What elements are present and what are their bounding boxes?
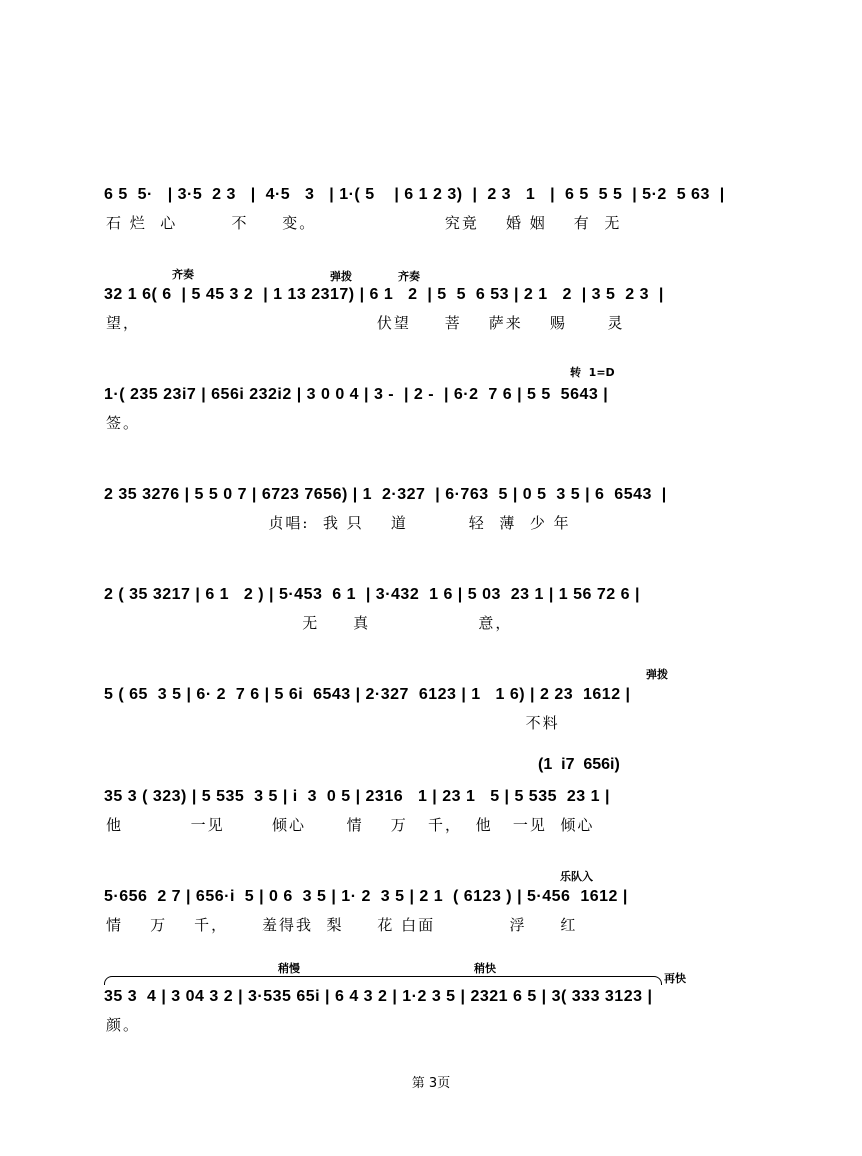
lyric-text: 他 一见 倾心 情 万 千， 他 一见 倾心 <box>106 816 595 834</box>
jianpu-notation: 2 ( 35 3217 | 6 1 2 ) | 5·453 6 1 | 3·432 1 6 | 5 03 23 1 | 1 56 72 6 | <box>104 586 640 603</box>
jianpu-notation: 35 3 ( 323) | 5 535 3 5 | i 3 0 5 | 2316 1 | 23 1 5 | 5 535 23 1 | <box>104 788 610 805</box>
annotation-qizou: 齐奏 <box>172 268 194 281</box>
jianpu-notation: 35 3 4 | 3 04 3 2 | 3·535 65i | 6 4 3 2 | 1·2 3 5 | 2321 6 5 | 3( 333 3123 | <box>104 988 653 1005</box>
score-line-7 <box>0 756 862 874</box>
score-line-6 <box>0 668 862 772</box>
interlude-notation: (1 i7 656i) <box>538 756 620 773</box>
annotation-tempo-faster: 稍快 <box>474 962 496 975</box>
lyric-text: 望， 伏望 菩 萨来 赐 灵 <box>106 314 625 332</box>
page-number: 第 3页 <box>411 1076 451 1091</box>
score-line-3 <box>0 366 862 472</box>
score-line-8 <box>0 870 862 974</box>
annotation-tempo-slower: 稍慢 <box>278 962 300 975</box>
jianpu-notation: 5 ( 65 3 5 | 6· 2 7 6 | 5 6i 6543 | 2·327 6123 | 1 1 6) | 2 23 1612 | <box>104 686 631 703</box>
lyric-text: 情 万 千， 羞得我 梨 花 白面 浮 红 <box>106 916 578 934</box>
annotation-tempo-faster-again: 再快 <box>664 972 686 985</box>
jianpu-notation: 32 1 6( 6 | 5 45 3 2 | 1 13 2317) | 6 1 2 | 5 5 6 53 | 2 1 2 | 3 5 2 3 | <box>104 286 664 303</box>
score-line-9 <box>0 962 862 1074</box>
annotation-orchestra-enters: 乐队入 <box>560 870 593 883</box>
annotation-qizou: 齐奏 <box>398 270 420 283</box>
jianpu-notation: 1·( 235 23i7 | 656i 232i2 | 3 0 0 4 | 3 - | 2 - | 6·2 7 6 | 5 5 5643 | <box>104 386 609 403</box>
annotation-tanbo: 弹拨 <box>330 270 352 283</box>
score-line-4 <box>0 482 862 572</box>
jianpu-notation: 6 5 5· | 3·5 2 3 | 4·5 3 | 1·( 5 | 6 1 2 3) | 2 3 1 | 6 5 5 5 | 5·2 5 63 | <box>104 186 725 203</box>
score-line-5 <box>0 582 862 672</box>
annotation-tanbo: 弹拨 <box>646 668 668 681</box>
lyric-text: 颜。 <box>106 1016 141 1034</box>
lyric-text: 无 真 意， <box>106 614 513 632</box>
lyric-text: 不料 <box>106 714 560 732</box>
lyric-text: 石 烂 心 不 变。 究竟 婚 姻 有 无 <box>106 214 622 232</box>
lyric-text: 贞唱: 我 只 道 轻 薄 少 年 <box>106 514 571 532</box>
score-line-2 <box>0 268 862 372</box>
annotation-key-change: 转 1=D <box>570 366 615 379</box>
jianpu-notation: 2 35 3276 | 5 5 0 7 | 6723 7656) | 1 2·327 | 6·763 5 | 0 5 3 5 | 6 6543 | <box>104 486 667 503</box>
jianpu-notation: 5·656 2 7 | 656·i 5 | 0 6 3 5 | 1· 2 3 5 | 2 1 ( 6123 ) | 5·456 1612 | <box>104 888 628 905</box>
score-line-1 <box>0 182 862 272</box>
lyric-text: 签。 <box>106 414 141 432</box>
